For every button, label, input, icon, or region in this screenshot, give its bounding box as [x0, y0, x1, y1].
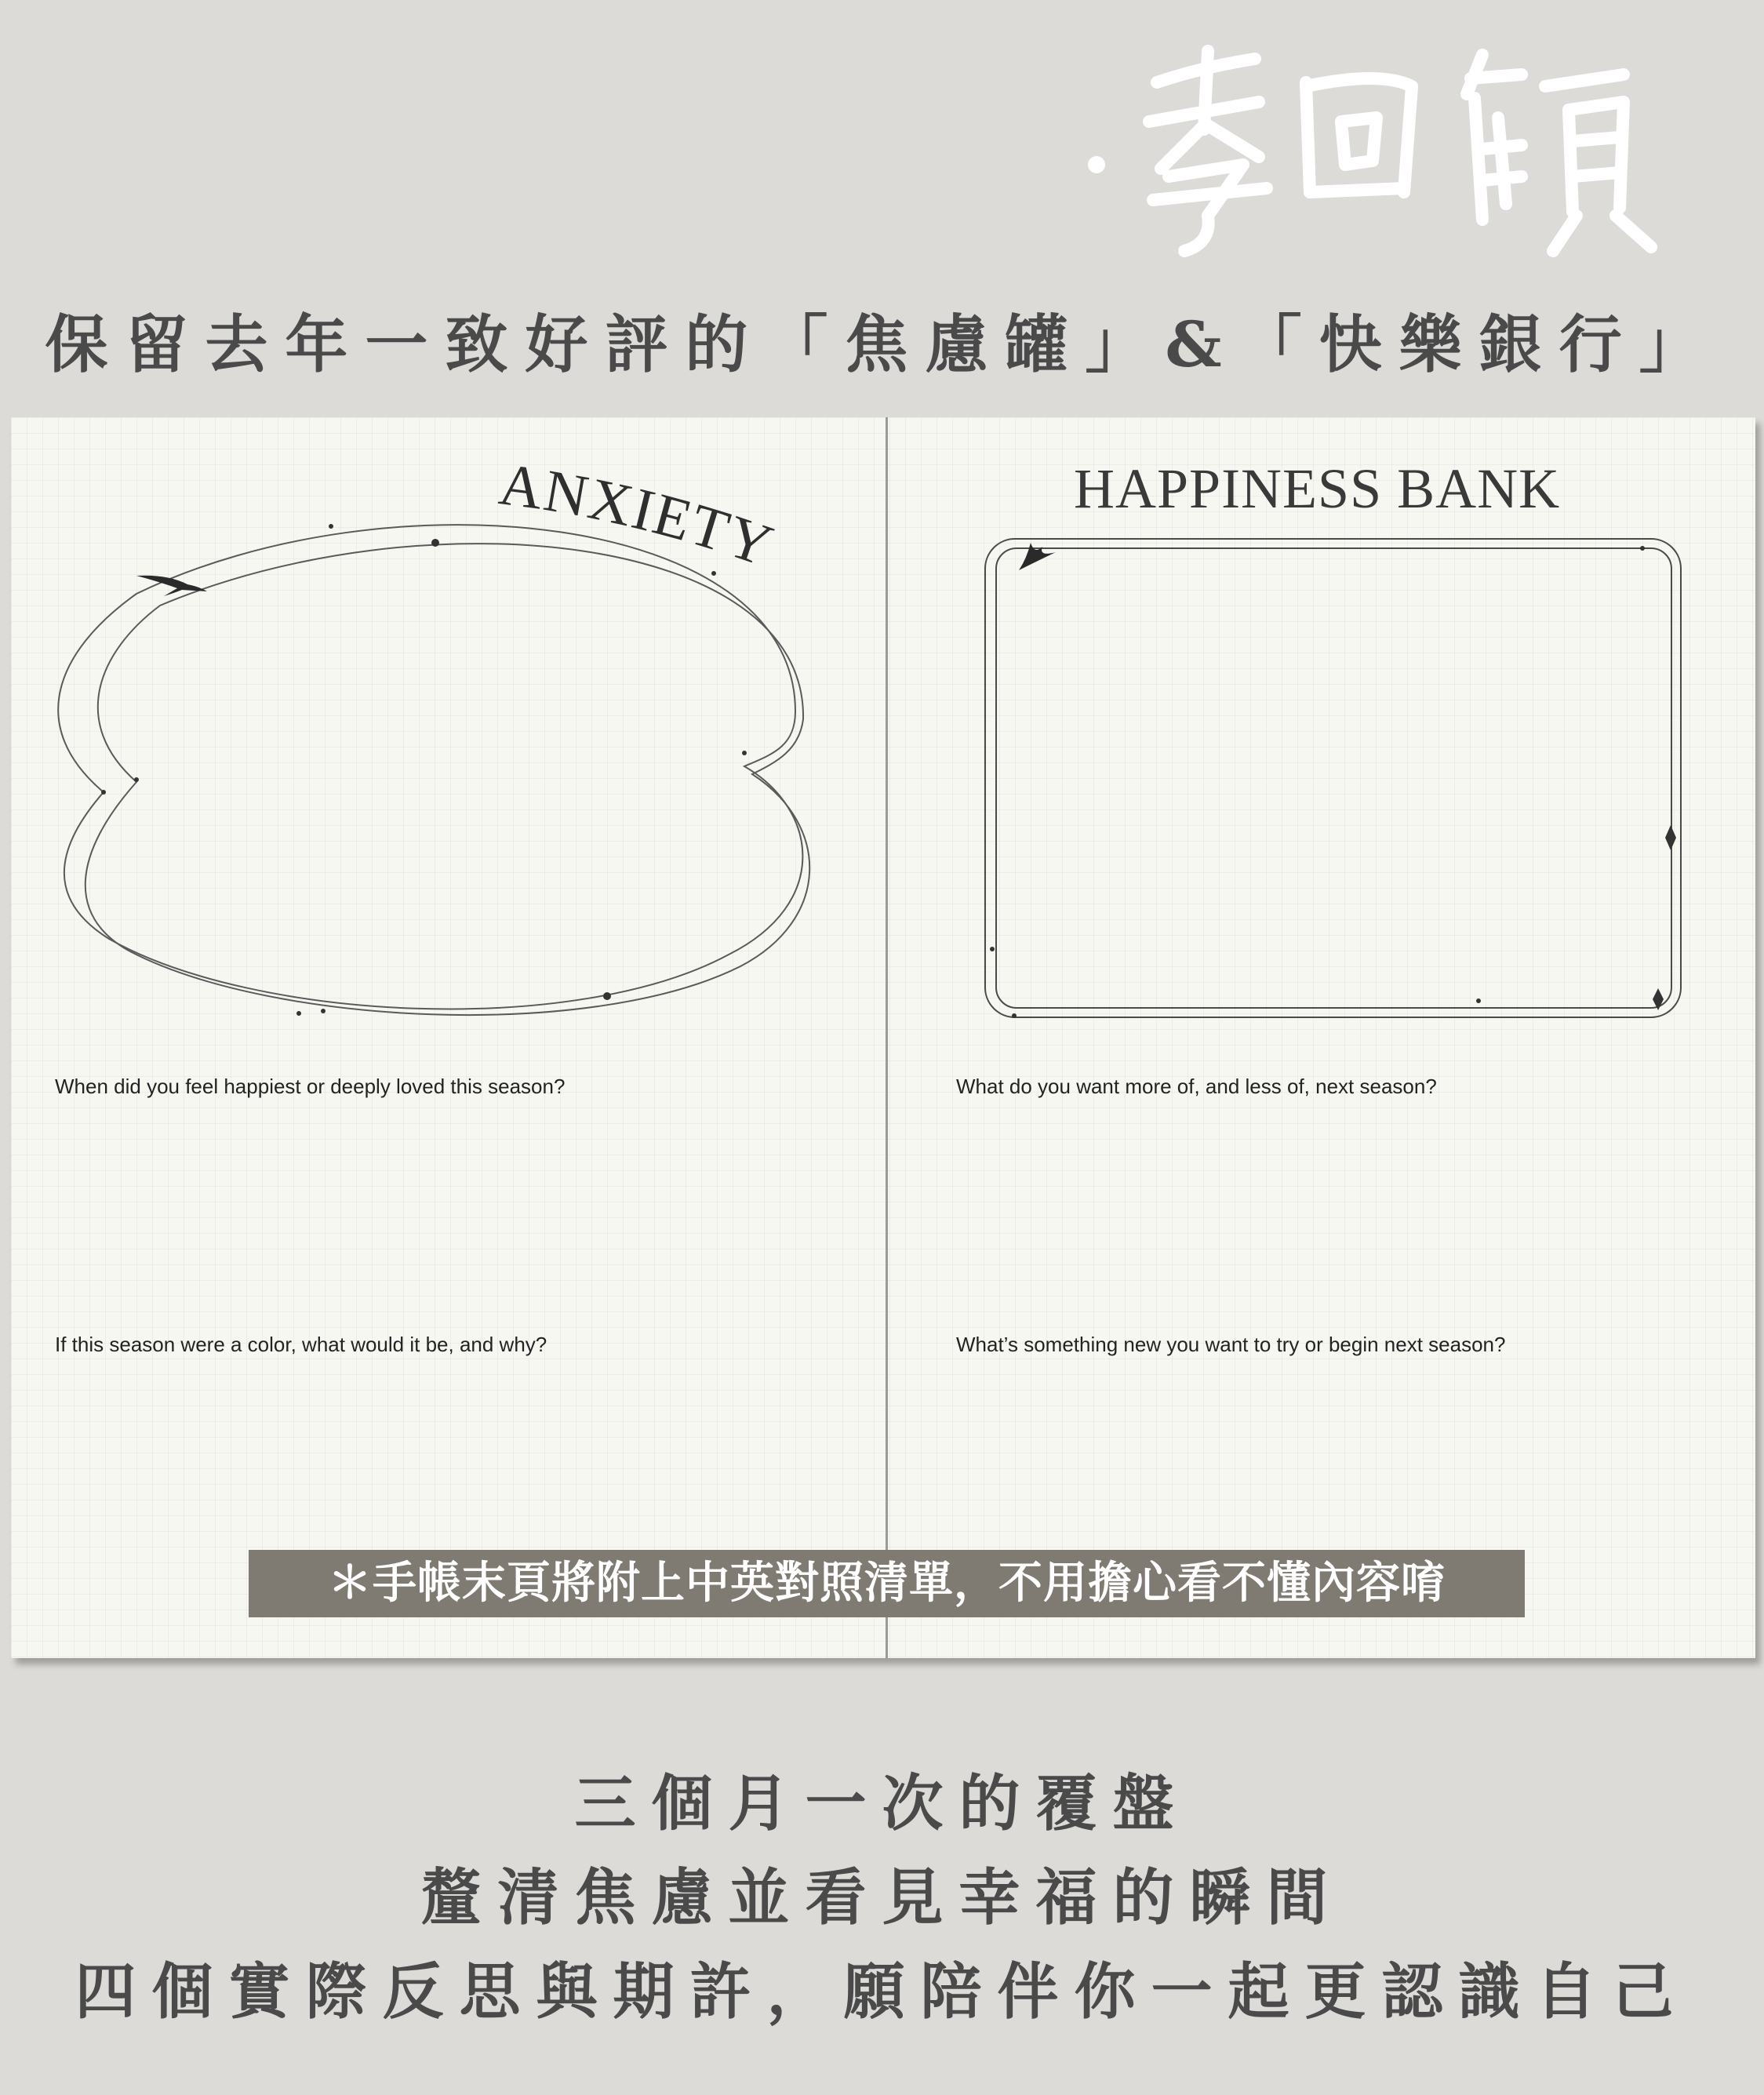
anxiety-title [496, 451, 782, 580]
anxiety-star-dots [101, 524, 747, 1016]
happiness-bank-frame [985, 539, 1681, 1017]
bottom-line-1: 三個月一次的覆盤 [574, 1768, 1190, 1839]
question-happiest: When did you feel happiest or deeply loved this season? [55, 1075, 566, 1098]
anxiety-jar-outline [58, 525, 809, 1015]
question-color: If this season were a color, what would it be, and why? [55, 1333, 547, 1356]
planner-spread [11, 417, 1755, 1658]
bottom-line-3: 四個實際反思與期許，願陪伴你一起更認識自己 [75, 1956, 1689, 2028]
happiness-star-dots [990, 546, 1676, 1018]
page-illustrations [11, 417, 1755, 1658]
happiness-bank-title: HAPPINESS BANK [1074, 457, 1561, 520]
swallow-icon [136, 576, 207, 596]
bottom-line-2: 釐清焦慮並看見幸福的瞬間 [420, 1862, 1344, 1933]
headline: 保留去年一致好評的「焦慮罐」&「快樂銀行」 [45, 307, 1719, 381]
swallow-icon [1019, 543, 1056, 570]
brand-logo [1075, 24, 1671, 267]
question-more-less: What do you want more of, and less of, next season? [956, 1075, 1437, 1098]
anxiety-title-path: ANXIETY [495, 451, 783, 580]
translation-note-banner: ＊手帳末頁將附上中英對照清單，不用擔心看不懂內容唷 [249, 1550, 1525, 1617]
question-try-new: What’s something new you want to try or begin next season? [956, 1333, 1506, 1356]
bottom-copy [0, 1757, 1764, 2039]
